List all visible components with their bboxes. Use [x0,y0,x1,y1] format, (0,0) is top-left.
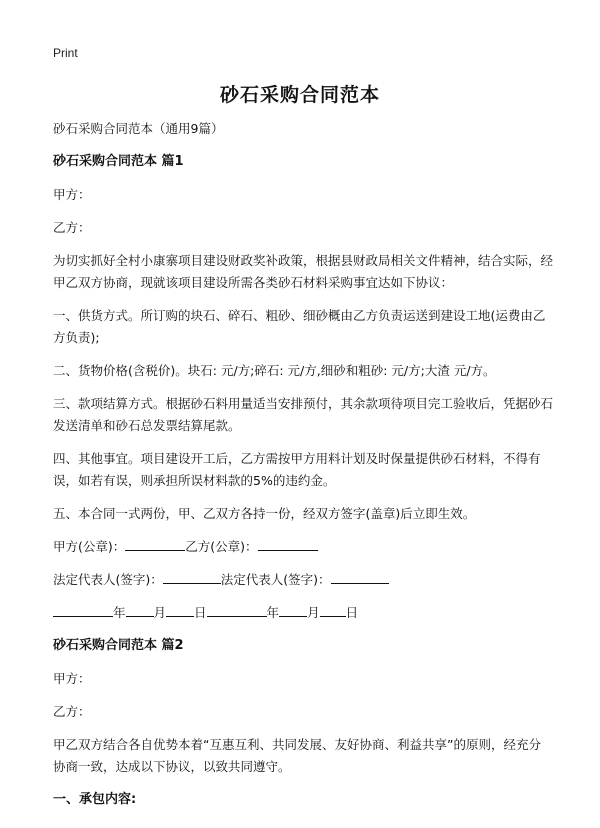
seal-b-label: 乙方(公章)： [185,539,258,554]
section-heading-1: 砂石采购合同范本 篇1 [53,154,184,169]
document-body [53,118,553,822]
page-title: 砂石采购合同范本 [219,84,380,106]
seal-a-label: 甲方(公章)： [53,539,126,554]
clause-other: 四、其他事宜。项目建设开工后，乙方需按甲方用料计划及时保量提供砂石材料，不得有误，如若有误，则承担所误材料款的5%的违约金。 [53,451,541,488]
seal-line [53,536,553,558]
contract-content-heading: 一、承包内容: [53,792,137,807]
date-a-month-blank [126,602,154,617]
rep-a-label: 法定代表人(签字)： [53,572,163,587]
intro-line: 砂石采购合同范本（通用9篇） [53,121,224,136]
party-a-label: 甲方： [53,187,91,202]
date-a-year-blank [53,602,113,617]
date-a-month-label: 月 [153,605,167,620]
party-b-label-2: 乙方： [53,704,91,719]
print-link[interactable]: Print [53,46,78,60]
date-a-day-blank [166,602,194,617]
date-b-year-blank [207,602,267,617]
rep-b-blank [331,569,389,584]
rep-a-blank [163,569,221,584]
date-b-year-label: 年 [266,605,280,620]
date-a-day-label: 日 [194,605,207,620]
section-heading-2: 砂石采购合同范本 篇2 [53,638,184,653]
preamble-paragraph-2: 甲乙双方结合各自优势本着“互惠互利、共同发展、友好协商、利益共享”的原则，经充分协商一致，达成以下协议，以致共同遵守。 [53,737,541,774]
seal-b-blank [258,536,318,551]
party-b-label: 乙方： [53,220,91,235]
rep-b-label: 法定代表人(签字)： [220,572,331,587]
clause-supply: 一、供货方式。所订购的块石、碎石、粗砂、细砂概由乙方负责运送到建设工地(运费由乙方负责); [53,308,546,345]
representative-line [53,569,553,591]
date-b-day-blank [320,602,346,617]
date-line [53,602,553,624]
clause-payment: 三、款项结算方式。根据砂石料用量适当安排预付，其余款项待项目完工验收后，凭据砂石发送清单和砂石总发票结算尾款。 [53,396,554,433]
party-a-label-2: 甲方： [53,671,91,686]
preamble-paragraph: 为切实抓好全村小康寨项目建设财政奖补政策，根据县财政局相关文件精神，结合实际，经甲乙双方协商，现就该项目建设所需各类砂石材料采购事宜达如下协议： [53,253,554,290]
date-a-year-label: 年 [113,605,126,620]
clause-price: 二、货物价格(含税价)。块石: 元/方;碎石: 元/方,细砂和粗砂: 元/方;大渣 元/方。 [53,363,496,378]
date-b-day-label: 日 [345,605,359,620]
clause-copies: 五、本合同一式两份，甲、乙双方各持一份，经双方签字(盖章)后立即生效。 [53,506,476,521]
date-b-month-blank [279,602,307,617]
date-b-month-label: 月 [307,605,320,620]
seal-a-blank [125,536,185,551]
